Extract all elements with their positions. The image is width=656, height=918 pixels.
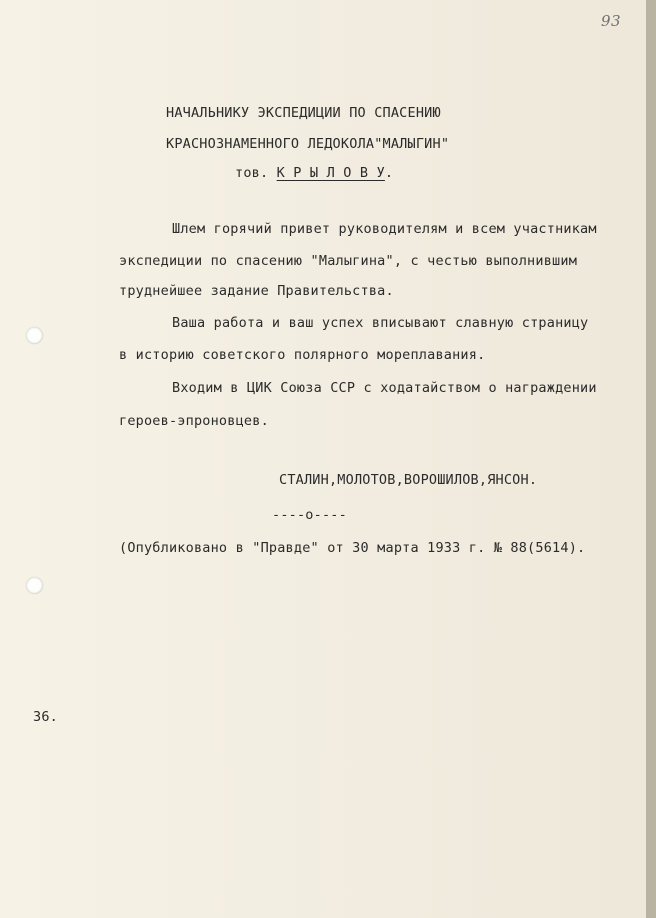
separator: ----о---- [272,507,347,523]
paragraph-2-line-2: в историю советского полярного мореплавания. [119,347,486,363]
recipient-name: К Р Ы Л О В У [276,165,385,181]
address-line-1: НАЧАЛЬНИКУ ЭКСПЕДИЦИИ ПО СПАСЕНИЮ [166,105,441,121]
page-number: 36. [33,709,58,725]
recipient-prefix: тов. [235,165,269,181]
recipient-suffix: . [384,165,394,181]
signatures: СТАЛИН,МОЛОТОВ,ВОРОШИЛОВ,ЯНСОН. [279,472,538,488]
paragraph-1-line-3: труднейшее задание Правительства. [119,283,394,299]
archive-number: 93 [601,12,622,30]
paragraph-1-line-2: экспедиции по спасению "Малыгина", с честью выполнившим [119,253,578,269]
recipient-line [235,165,393,181]
publication-note: (Опубликовано в "Правде" от 30 марта 1933 г. № 88(5614). [119,540,586,556]
paragraph-3-line-1: Входим в ЦИК Союза ССР с ходатайством о награждении [172,380,597,396]
punch-hole-lower [26,577,43,594]
punch-hole-upper [26,327,43,344]
paragraph-2-line-1: Ваша работа и ваш успех вписывают славную страницу [172,315,589,331]
background-edge [646,0,656,918]
paragraph-1-line-1: Шлем горячий привет руководителям и всем участникам [172,221,597,237]
paragraph-3-line-2: героев-эпроновцев. [119,413,269,429]
address-line-2: КРАСНОЗНАМЕННОГО ЛЕДОКОЛА"МАЛЫГИН" [166,136,450,152]
